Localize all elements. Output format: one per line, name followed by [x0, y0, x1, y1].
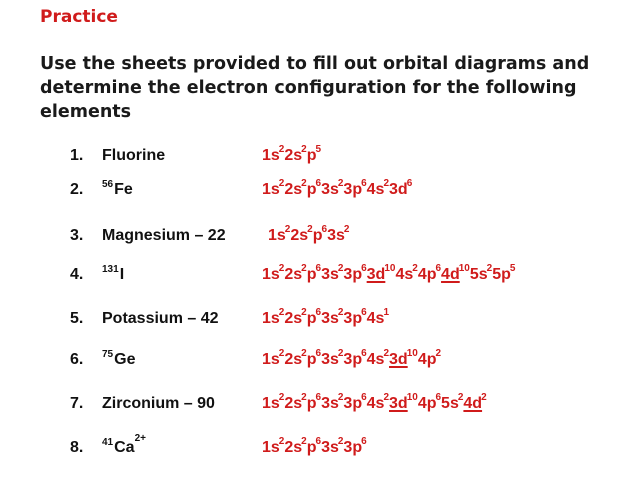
orbital-label: 5s — [441, 395, 459, 412]
electron-count: 6 — [361, 392, 367, 403]
electron-count: 10 — [406, 392, 418, 403]
orbital-label: 3s — [321, 395, 339, 412]
electron-count: 6 — [315, 263, 322, 274]
orbital-term — [343, 392, 367, 413]
item-number: 7. — [70, 395, 84, 412]
electron-count: 6 — [361, 178, 367, 189]
mass-number: 56 — [102, 179, 114, 190]
electron-count: 2 — [278, 144, 285, 155]
element-name: Potassium – 42 — [102, 310, 219, 327]
electron-count: 2 — [278, 307, 285, 318]
orbital-label: 3s — [321, 439, 339, 456]
orbital-label: 4s — [395, 266, 414, 283]
orbital-term — [417, 392, 442, 413]
electron-count: 6 — [315, 392, 322, 403]
orbital-label: 1s — [262, 181, 280, 198]
electron-count: 6 — [321, 224, 328, 235]
electron-count: 10 — [458, 263, 470, 274]
orbital-term — [321, 392, 344, 413]
orbital-term — [441, 392, 464, 413]
orbital-label: 3s — [321, 310, 339, 327]
electron-count: 6 — [435, 263, 442, 274]
page-title: Practice — [40, 7, 118, 27]
electron-count: 2 — [301, 436, 307, 447]
orbital-label: 3p — [343, 181, 363, 198]
electron-count: 5 — [509, 263, 516, 274]
orbital-label: 1s — [262, 395, 280, 412]
electron-count: 6 — [406, 178, 413, 189]
orbital-term — [389, 392, 418, 413]
orbital-term — [262, 144, 285, 165]
orbital-label: p — [306, 181, 317, 198]
item-number: 2. — [70, 181, 84, 198]
orbital-term — [327, 224, 350, 245]
item-number: 1. — [70, 147, 84, 164]
orbital-term — [417, 263, 442, 284]
orbital-label: 3p — [343, 266, 363, 283]
orbital-term — [284, 144, 307, 165]
orbital-term — [417, 348, 442, 369]
orbital-label: 2s — [284, 181, 303, 198]
orbital-label: 1s — [262, 147, 280, 164]
electron-count: 10 — [384, 263, 396, 274]
orbital-label: 4p — [417, 266, 437, 283]
electron-count: 2 — [337, 392, 344, 403]
orbital-label: 3s — [327, 227, 345, 244]
electron-count: 2 — [435, 348, 442, 359]
element-label — [102, 181, 133, 199]
electron-count: 6 — [315, 436, 322, 447]
orbital-label: 3p — [343, 351, 363, 368]
orbital-term — [343, 307, 367, 328]
orbital-term — [262, 263, 285, 284]
electron-configuration — [262, 392, 487, 413]
list-item — [0, 144, 638, 177]
orbital-label: 3s — [321, 266, 339, 283]
electron-count: 2 — [337, 263, 344, 274]
orbital-label: 3s — [321, 181, 339, 198]
electron-count: 2 — [301, 307, 307, 318]
orbital-term — [284, 178, 307, 199]
electron-count: 6 — [435, 392, 442, 403]
orbital-label: p — [306, 439, 317, 456]
element-label — [102, 266, 124, 284]
orbital-label: 3d — [389, 181, 408, 198]
orbital-term — [366, 392, 390, 413]
electron-configuration — [262, 436, 367, 457]
orbital-term — [262, 436, 285, 457]
orbital-term — [284, 436, 307, 457]
orbital-term — [343, 263, 367, 284]
orbital-term — [321, 436, 344, 457]
electron-count: 2 — [481, 392, 487, 403]
electron-configuration — [262, 263, 516, 284]
electron-count: 2 — [301, 392, 307, 403]
electron-count: 2 — [278, 392, 285, 403]
electron-count: 2 — [486, 263, 493, 274]
element-label — [102, 433, 146, 457]
electron-count: 6 — [361, 436, 367, 447]
orbital-term — [268, 224, 291, 245]
element-name: Zirconium – 90 — [102, 395, 215, 412]
orbital-term — [463, 392, 487, 413]
orbital-label: p — [306, 266, 317, 283]
electron-count: 10 — [406, 348, 418, 359]
element-label — [102, 395, 215, 413]
orbital-term — [366, 178, 390, 199]
electron-count: 2 — [301, 348, 307, 359]
orbital-label: 1s — [268, 227, 286, 244]
orbital-term — [492, 263, 516, 284]
electron-count: 2 — [457, 392, 464, 403]
orbital-label: p — [306, 351, 317, 368]
item-number: 4. — [70, 266, 84, 283]
electron-count: 2 — [337, 178, 344, 189]
electron-count: 2 — [278, 436, 285, 447]
orbital-label: 3d — [389, 395, 408, 412]
orbital-term — [389, 178, 413, 199]
orbital-label: 4d — [441, 266, 460, 283]
electron-count: 2 — [278, 178, 285, 189]
orbital-label: 2s — [284, 310, 303, 327]
electron-count: 2 — [278, 348, 285, 359]
element-label — [102, 310, 219, 328]
orbital-label: 2s — [284, 351, 303, 368]
orbital-term — [395, 263, 418, 284]
element-label — [102, 351, 135, 369]
electron-count: 6 — [315, 178, 322, 189]
electron-count: 6 — [315, 348, 322, 359]
mass-number: 131 — [102, 264, 119, 275]
orbital-term — [321, 178, 344, 199]
orbital-term — [343, 178, 367, 199]
mass-number: 41 — [102, 437, 114, 448]
orbital-label: 4p — [417, 395, 437, 412]
orbital-label: 3s — [321, 351, 339, 368]
orbital-term — [306, 436, 322, 457]
electron-count: 2 — [278, 263, 285, 274]
orbital-term — [284, 263, 307, 284]
orbital-label: p — [306, 395, 317, 412]
electron-count: 2 — [412, 263, 418, 274]
instructions-text: Use the sheets provided to fill out orbital diagrams and determine the electron configuration for the following elements — [40, 54, 590, 122]
element-name: Ca — [114, 439, 135, 456]
orbital-label: 3p — [343, 395, 363, 412]
orbital-term — [343, 436, 367, 457]
electron-count: 2 — [301, 144, 307, 155]
electron-count: 2 — [337, 348, 344, 359]
orbital-label: 2s — [284, 395, 303, 412]
orbital-term — [366, 348, 390, 369]
ion-charge: 2+ — [134, 433, 146, 444]
orbital-term — [262, 178, 285, 199]
orbital-term — [321, 307, 344, 328]
orbital-label: p — [306, 310, 317, 327]
orbital-label: 4p — [417, 351, 437, 368]
orbital-term — [306, 263, 322, 284]
element-name: Fe — [114, 181, 133, 198]
orbital-label: p — [312, 227, 323, 244]
element-name: Ge — [114, 351, 136, 368]
orbital-term — [284, 307, 307, 328]
orbital-label: 5p — [492, 266, 511, 283]
orbital-term — [306, 144, 322, 165]
orbital-label: 4s — [366, 181, 385, 198]
electron-count: 6 — [361, 348, 367, 359]
electron-count: 1 — [383, 307, 390, 318]
electron-count: 2 — [383, 392, 390, 403]
item-number: 3. — [70, 227, 84, 244]
item-number: 5. — [70, 310, 84, 327]
orbital-term — [321, 263, 344, 284]
orbital-term — [262, 392, 285, 413]
orbital-term — [306, 178, 322, 199]
element-label — [102, 227, 226, 245]
electron-configuration — [268, 224, 350, 245]
orbital-label: 1s — [262, 266, 280, 283]
electron-configuration — [262, 307, 390, 328]
orbital-label: 3p — [343, 310, 363, 327]
orbital-term — [262, 307, 285, 328]
orbital-label: 2s — [284, 439, 303, 456]
list-item — [0, 263, 638, 296]
electron-configuration — [262, 144, 322, 165]
orbital-term — [306, 392, 322, 413]
orbital-label: 3d — [366, 266, 386, 283]
item-number: 8. — [70, 439, 84, 456]
mass-number: 75 — [102, 349, 114, 360]
element-name: I — [119, 266, 125, 283]
electron-count: 2 — [307, 224, 313, 235]
orbital-label: 2s — [284, 147, 303, 164]
electron-count: 2 — [301, 263, 307, 274]
orbital-term — [284, 348, 307, 369]
electron-count: 2 — [383, 178, 390, 189]
orbital-term — [306, 348, 322, 369]
orbital-label: 2s — [290, 227, 309, 244]
orbital-term — [389, 348, 418, 369]
list-item — [0, 392, 638, 425]
orbital-label: 1s — [262, 351, 280, 368]
electron-count: 2 — [383, 348, 390, 359]
orbital-label: 2s — [284, 266, 303, 283]
orbital-term — [312, 224, 328, 245]
electron-count: 2 — [343, 224, 350, 235]
orbital-label: p — [306, 147, 317, 164]
orbital-label: 4s — [366, 395, 385, 412]
electron-count: 2 — [284, 224, 291, 235]
electron-count: 6 — [315, 307, 322, 318]
electron-count: 6 — [361, 307, 367, 318]
electron-count: 5 — [315, 144, 322, 155]
orbital-term — [366, 307, 390, 328]
electron-count: 2 — [337, 307, 344, 318]
list-item — [0, 224, 638, 257]
orbital-label: 4s — [366, 351, 385, 368]
orbital-term — [290, 224, 313, 245]
orbital-label: 5s — [469, 266, 488, 283]
orbital-term — [262, 348, 285, 369]
orbital-term — [306, 307, 322, 328]
electron-configuration — [262, 178, 413, 199]
electron-count: 2 — [337, 436, 344, 447]
orbital-term — [441, 263, 470, 284]
item-number: 6. — [70, 351, 84, 368]
list-item — [0, 178, 638, 211]
orbital-term — [321, 348, 344, 369]
electron-count: 2 — [301, 178, 307, 189]
orbital-label: 1s — [262, 310, 280, 327]
element-name: Fluorine — [102, 147, 166, 164]
list-item — [0, 348, 638, 381]
electron-count: 6 — [361, 263, 367, 274]
orbital-label: 4d — [463, 395, 483, 412]
list-item — [0, 433, 638, 469]
orbital-label: 1s — [262, 439, 280, 456]
orbital-label: 4s — [366, 310, 385, 327]
orbital-label: 3p — [343, 439, 363, 456]
element-name: Magnesium – 22 — [102, 227, 226, 244]
electron-configuration — [262, 348, 442, 369]
orbital-term — [343, 348, 367, 369]
element-label — [102, 147, 165, 165]
orbital-term — [366, 263, 396, 284]
list-item — [0, 307, 638, 340]
orbital-label: 3d — [389, 351, 408, 368]
orbital-term — [469, 263, 493, 284]
orbital-term — [284, 392, 307, 413]
